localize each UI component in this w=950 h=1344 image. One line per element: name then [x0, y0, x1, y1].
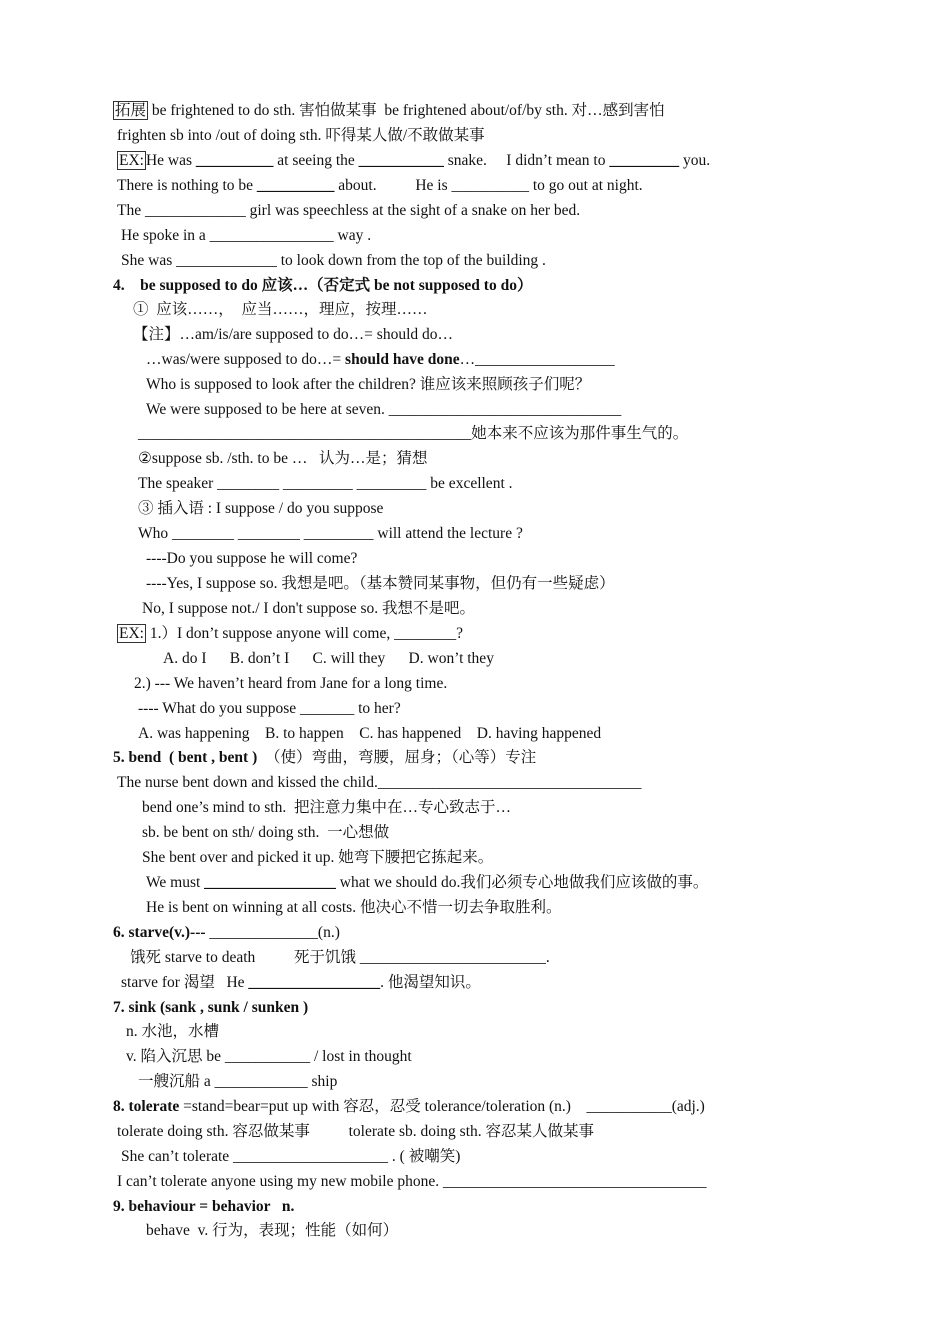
line-43: She can’t tolerate ____________________ . ( 被嘲笑) [121, 1148, 461, 1165]
line-33: He is bent on winning at all costs. 他决心不惜一切去争取胜利。 [146, 899, 562, 916]
line-25: ---- What do you suppose _______ to her? [138, 700, 401, 717]
line-29: bend one’s mind to sth. 把注意力集中在…专心致志于… [142, 799, 511, 816]
section-5-heading: 5. bend ( bent , bent ) （使）弯曲，弯腰，屈身；（心等）专注 [113, 749, 537, 766]
line-22: EX: 1.）I don’t suppose anyone will come, ________? [119, 625, 463, 642]
line-17: ③ 插入语 : I suppose / do you suppose [138, 500, 384, 517]
line-30: sb. be bent on sth/ doing sth. 一心想做 [142, 824, 390, 841]
line-2: frighten sb into /out of doing sth. 吓得某人做/不敢做某事 [117, 127, 485, 144]
line-1: 拓展 be frightened to do sth. 害怕做某事 be frightened about/of/by sth. 对…感到害怕 [115, 102, 665, 119]
line-20: ----Yes, I suppose so. 我想是吧。（基本赞同某事物，但仍有一些疑虑） [146, 575, 615, 592]
section-4-heading: 4. be supposed to do 应该…（否定式 be not supposed to do） [113, 277, 533, 294]
line-15: ②suppose sb. /sth. to be … 认为…是；猜想 [138, 450, 428, 467]
line-9: ① 应该……， 应当……，理应，按理…… [133, 301, 428, 318]
line-44: I can’t tolerate anyone using my new mobile phone. __________________________________ [117, 1173, 707, 1190]
line-46: behave v. 行为，表现；性能（如何） [146, 1222, 399, 1239]
line-38: n. 水池，水槽 [126, 1023, 220, 1040]
line-36: starve for 渴望 He _________________. 他渴望知识。 [121, 974, 481, 991]
line-16: The speaker ________ _________ _________ be excellent . [138, 475, 513, 492]
ex-box-label-2: EX: [119, 625, 144, 642]
line-10: 【注】…am/is/are supposed to do…= should do… [133, 326, 454, 343]
line-24: 2.) --- We haven’t heard from Jane for a long time. [134, 675, 448, 692]
line-13: We were supposed to be here at seven. ______________________________ [146, 401, 622, 418]
line-21: No, I suppose not./ I don't suppose so. 我想不是吧。 [142, 600, 476, 617]
line-4: There is nothing to be __________ about. He is __________ to go out at night. [117, 177, 643, 194]
line-35: 饿死 starve to death 死于饥饿 ________________________. [130, 949, 550, 966]
line-28: The nurse bent down and kissed the child.__________________________________ [117, 774, 642, 791]
line-31: She bent over and picked it up. 她弯下腰把它拣起来。 [142, 849, 494, 866]
line-18: Who ________ ________ _________ will attend the lecture ? [138, 525, 523, 542]
section-9-heading: 9. behaviour = behavior n. [113, 1198, 295, 1215]
line-23: A. do I B. don’t I C. will they D. won’t they [163, 650, 494, 667]
expand-box-label: 拓展 [115, 102, 147, 119]
line-12: Who is supposed to look after the children? 谁应该来照顾孩子们呢？ [146, 376, 591, 393]
line-42: tolerate doing sth. 容忍做某事 tolerate sb. doing sth. 容忍某人做某事 [117, 1123, 595, 1140]
line-19: ----Do you suppose he will come? [146, 550, 358, 567]
line-39: v. 陷入沉思 be ___________ / lost in thought [126, 1048, 412, 1065]
line-3: EX: He was __________ at seeing the ___________ snake. I didn’t mean to _________ you. [119, 152, 711, 169]
ex-box-label: EX: [119, 152, 144, 169]
line-7: She was _____________ to look down from the top of the building . [121, 252, 546, 269]
line-32: We must _________________ what we should do.我们必须专心地做我们应该做的事。 [146, 874, 709, 891]
line-6: He spoke in a ________________ way . [121, 227, 372, 244]
line-5: The _____________ girl was speechless at the sight of a snake on her bed. [117, 202, 581, 219]
section-6-heading: 6. starve(v.)--- ______________(n.) [113, 924, 340, 941]
line-11: …was/were supposed to do…= should have done…__________________ [146, 351, 615, 368]
section-7-heading: 7. sink (sank , sunk / sunken ) [113, 999, 309, 1016]
line-40: 一艘沉船 a ____________ ship [138, 1073, 338, 1090]
line-14: ___________________________________________她本来不应该为那件事生气的。 [138, 425, 689, 442]
line-26: A. was happening B. to happen C. has happened D. having happened [138, 725, 602, 742]
section-8-heading: 8. tolerate =stand=bear=put up with 容忍，忍受 tolerance/toleration (n.) ___________(adj.) [113, 1098, 705, 1115]
